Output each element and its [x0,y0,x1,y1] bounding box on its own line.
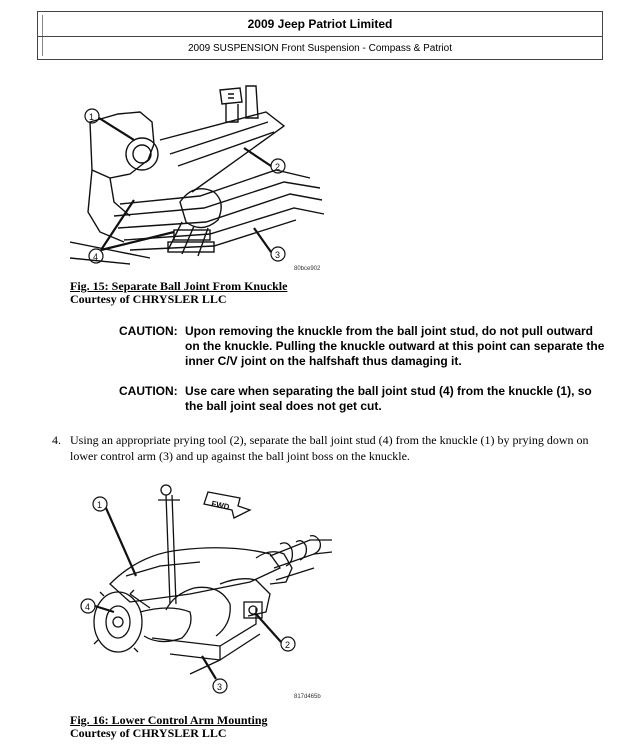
caution-1 [119,324,609,370]
caution-2-text: Use care when separating the ball joint stud (4) from the knuckle (1), so the ball joint seal does not get cut. [185,384,592,413]
figure-15-illustration [70,82,330,274]
caution-2-label: CAUTION: [119,384,178,398]
step-number: 4. [52,433,61,447]
header-title: 2009 Jeep Patriot Limited [38,12,602,37]
fig16-callout-1: 1 [97,500,103,510]
caution-1-label: CAUTION: [119,324,178,338]
fig15-code: 80bce902 [294,266,321,272]
fig16-fwd-label: FWD [210,499,231,512]
header-subtitle: 2009 SUSPENSION Front Suspension - Compass & Patriot [187,43,452,54]
fig16-callout-4: 4 [85,602,91,612]
figure-16-courtesy: Courtesy of CHRYSLER LLC [70,726,227,740]
fig15-callout-1: 1 [89,112,95,122]
fig15-callout-2: 2 [275,162,281,172]
fig15-callout-3: 3 [275,250,281,260]
figure-15-courtesy: Courtesy of CHRYSLER LLC [70,292,227,306]
figure-16-caption: Fig. 16: Lower Control Arm Mounting [70,713,268,727]
figure-15-caption: Fig. 15: Separate Ball Joint From Knuckle [70,279,288,293]
fig16-code: 817d465b [294,694,321,700]
figure-16-caption-block [70,714,268,740]
figure-16-illustration [70,484,338,704]
caution-2 [119,384,609,416]
fig15-callout-4: 4 [93,252,99,262]
figure-15-caption-block [70,280,287,306]
fig16-callout-2: 2 [285,640,291,650]
fig16-callout-3: 3 [217,682,223,692]
caution-1-text: Upon removing the knuckle from the ball joint stud, do not pull outward on the knuckle. Pulling the knuckle outward at this point can separate the inner C/V joint on the halfshaft thus damaging it. [185,324,605,368]
page-header [37,11,603,60]
step-text: Using an appropriate prying tool (2), separate the ball joint stud (4) from the knuckle (1) by prying down on lower control arm (3) and up against the ball joint boss on the knuckle. [70,433,589,463]
